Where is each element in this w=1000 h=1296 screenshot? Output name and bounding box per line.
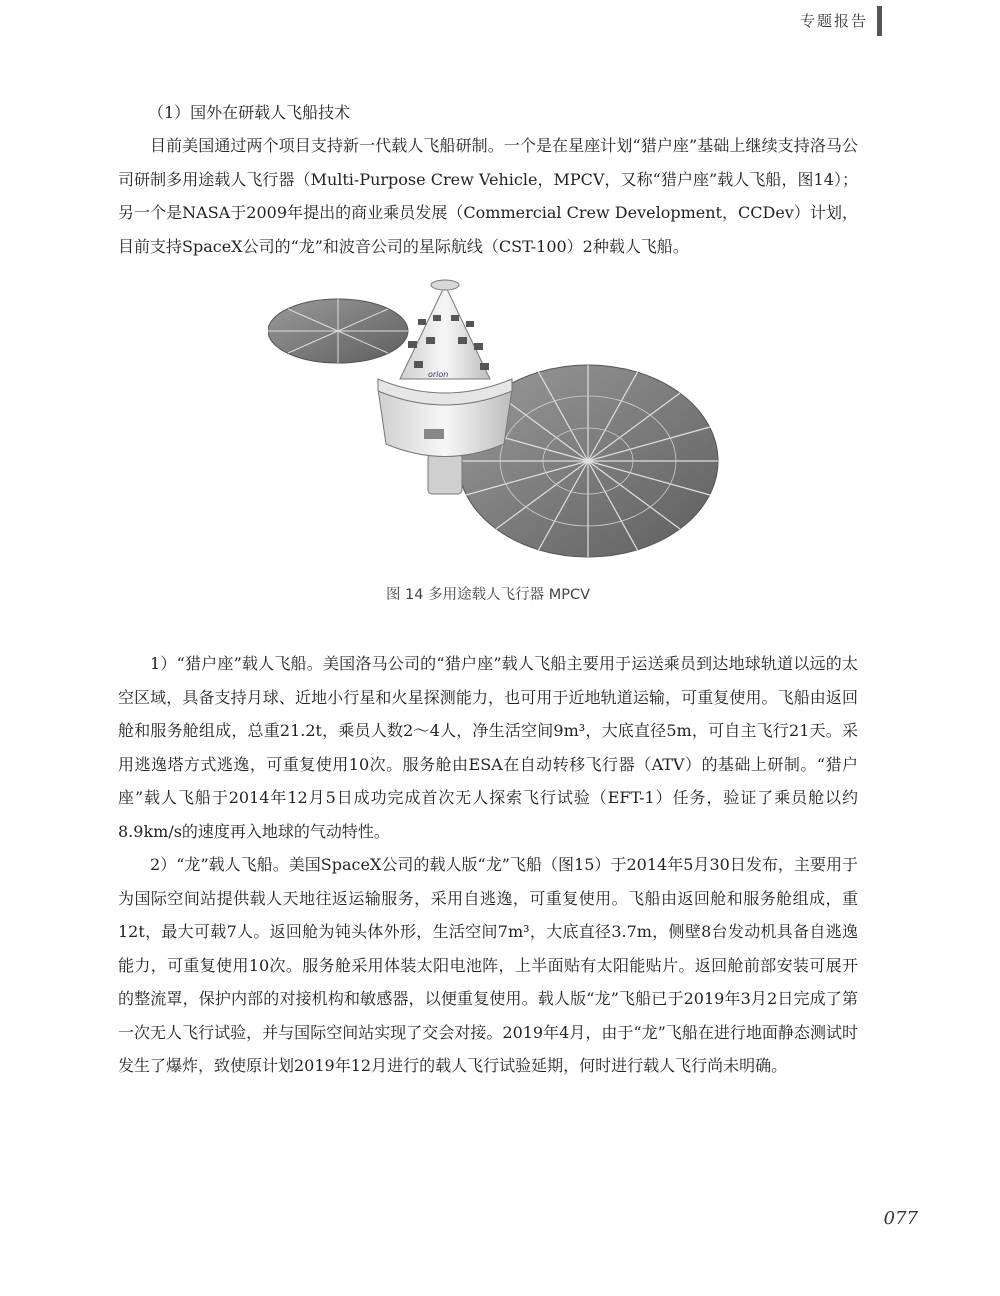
- paragraph-dragon: 2）“龙”载人飞船。美国SpaceX公司的载人版“龙”飞船（图15）于2014年5月30日发布，主要用于为国际空间站提供载人天地往返运输服务，采用自逃逸，可重复使用。飞船由返回舱和服务舱组成，重12t，最大可载7人。返回舱为钝头体外形，生活空间7m³，大底直径3.7m，侧壁8台发动机具备自逃逸能力，可重复使用10次。服务舱采用体装太阳电池阵，上半面贴有太阳能贴片。返回舱前部安装可展开的整流罩，保护内部的对接机构和敏感器，以便重复使用。载人版“龙”飞船已于2019年3月2日完成了第一次无人飞行试验，并与国际空间站实现了交会对接。2019年4月，由于“龙”飞船在进行地面静态测试时发生了爆炸，致使原计划2019年12月进行的载人飞行试验延期，何时进行载人飞行尚未明确。: [118, 855, 858, 1075]
- intro-paragraph: 目前美国通过两个项目支持新一代载人飞船研制。一个是在星座计划“猎户座”基础上继续支持洛马公司研制多用途载人飞行器（Multi-Purpose Crew Vehicle，MPCV，又称“猎户座”载人飞船，图14）；另一个是NASA于2009年提出的商业乘员发展（Commercial Crew Development，CCDev）计划，目前支持SpaceX公司的“龙”和波音公司的星际航线（CST-100）2种载人飞船。: [118, 136, 858, 256]
- page-number: 077: [883, 1208, 918, 1229]
- section-heading: （1）国外在研载人飞船技术: [148, 103, 351, 122]
- figure-caption: 图 14 多用途载人飞行器 MPCV: [385, 587, 591, 603]
- figure-mpcv: [118, 263, 858, 583]
- left-solar-array: [268, 299, 408, 363]
- orion-logo: orion: [428, 370, 449, 379]
- header-bar: [877, 6, 882, 36]
- page-content: [118, 96, 858, 1083]
- mpcv-illustration: [268, 269, 738, 569]
- header-section-label: 专题报告: [799, 12, 868, 30]
- paragraph-orion: 1）“猎户座”载人飞船。美国洛马公司的“猎户座”载人飞船主要用于运送乘员到达地球轨道以远的太空区域，具备支持月球、近地小行星和火星探测能力，也可用于近地轨道运输，可重复使用。飞船由返回舱和服务舱组成，总重21.2t，乘员人数2～4人，净生活空间9m³，大底直径5m，可自主飞行21天。采用逃逸塔方式逃逸，可重复使用10次。服务舱由ESA在自动转移飞行器（ATV）的基础上研制。“猎户座”载人飞船于2014年12月5日成功完成首次无人探索飞行试验（EFT-1）任务，验证了乘员舱以约8.9km/s的速度再入地球的气动特性。: [118, 654, 858, 841]
